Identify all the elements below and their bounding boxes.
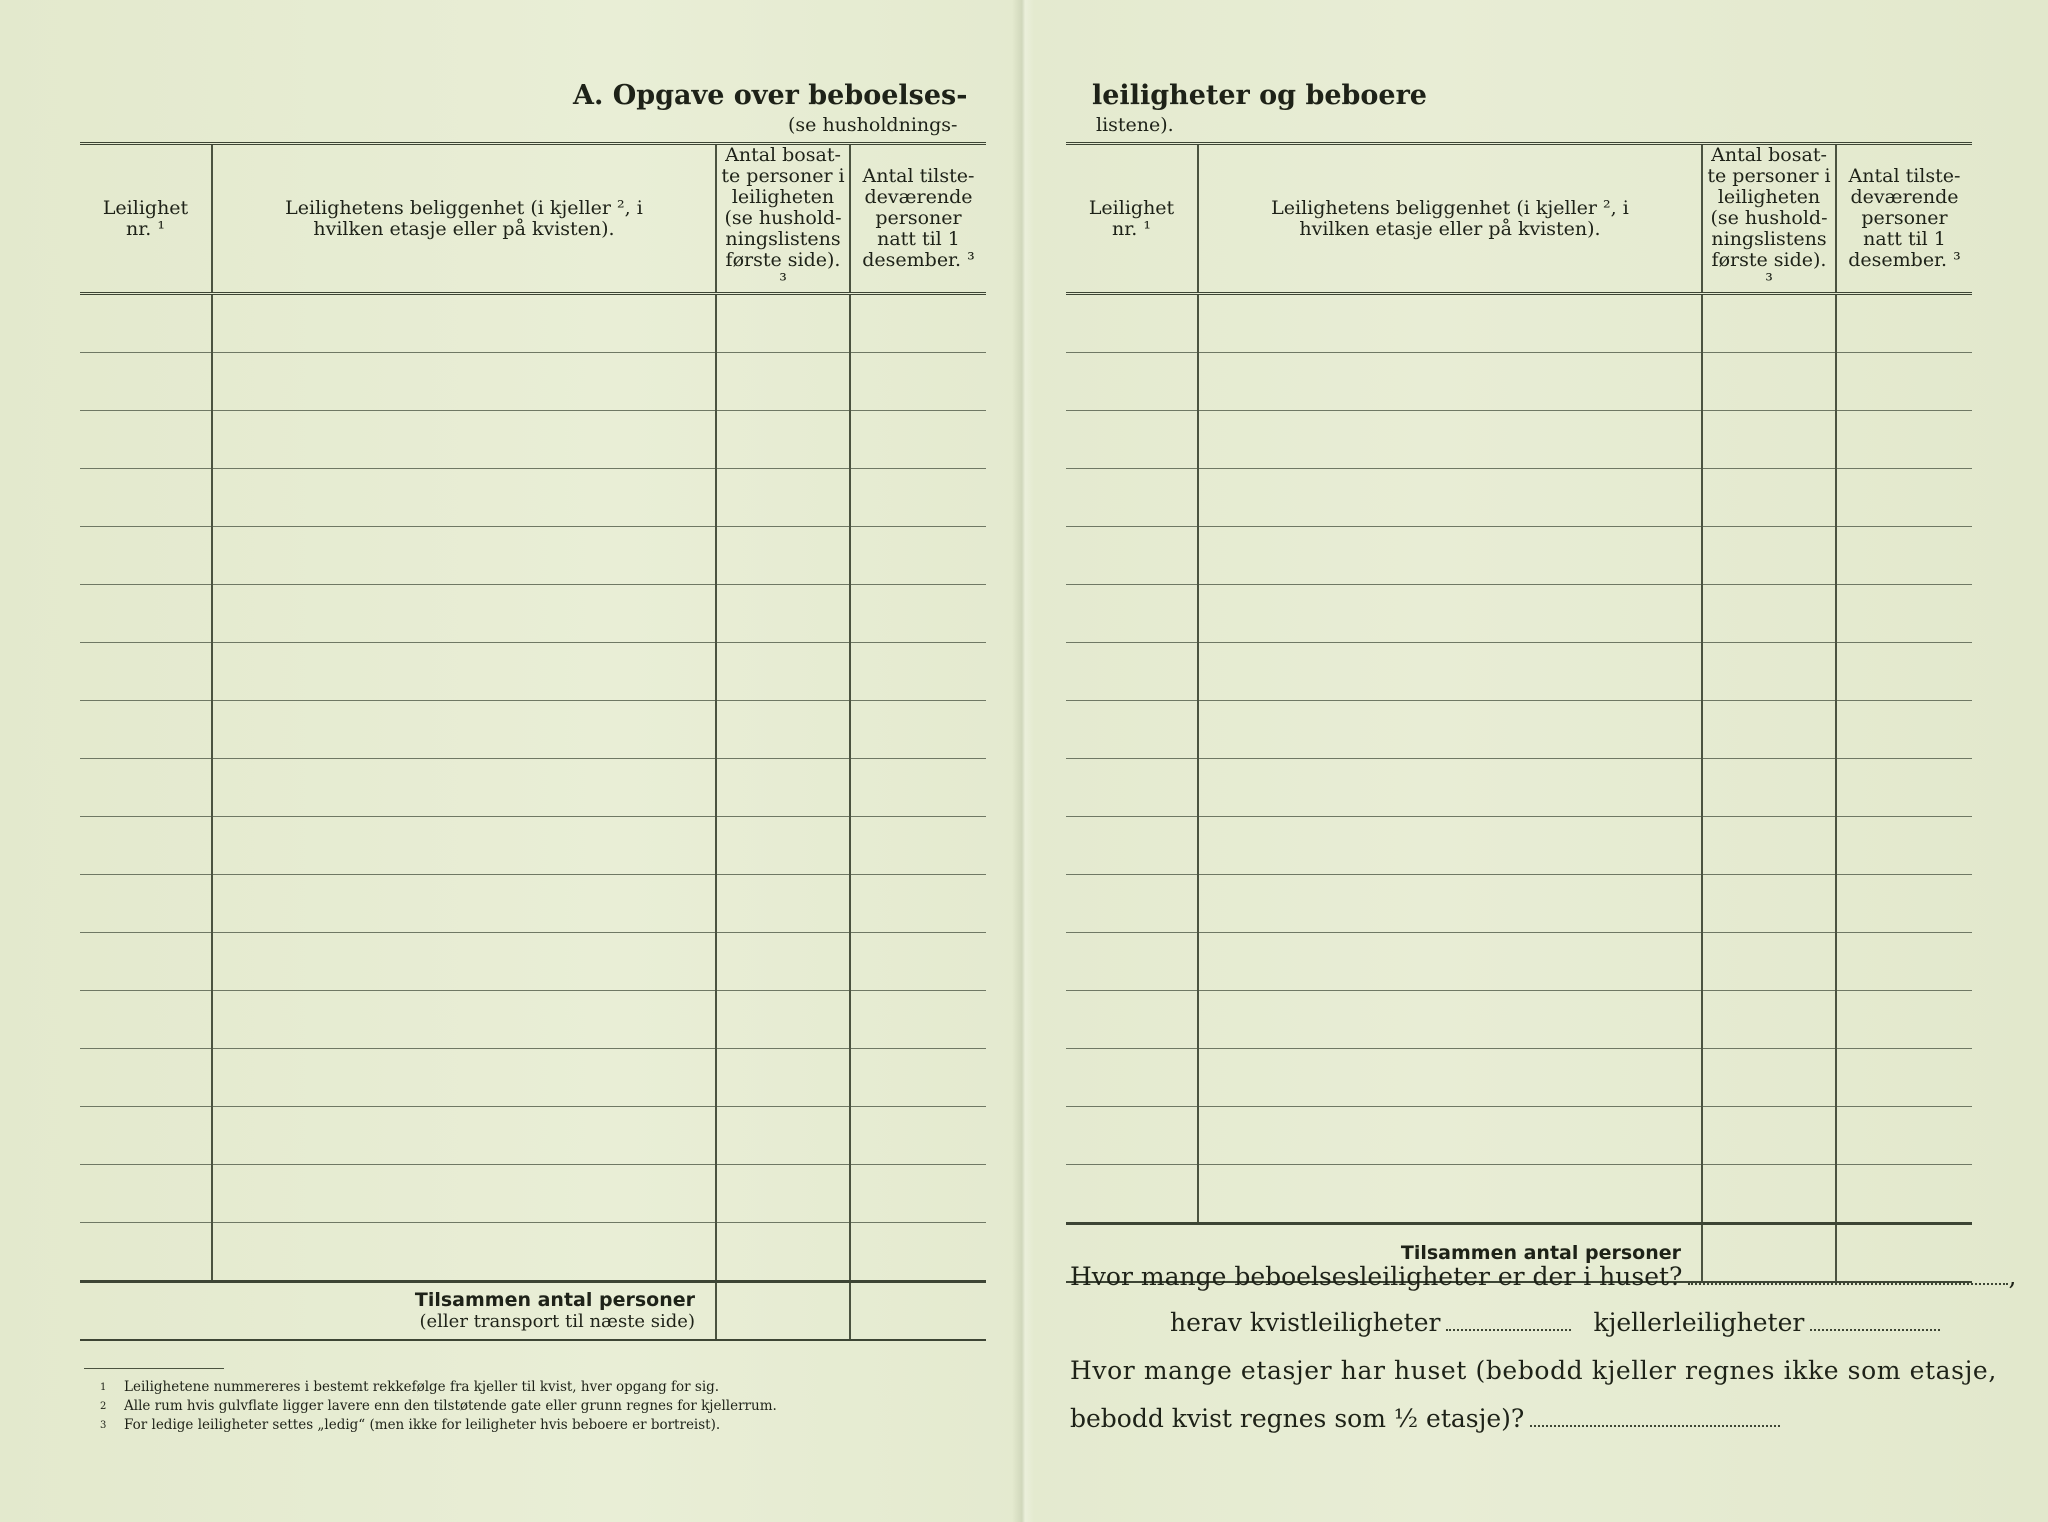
number-cell[interactable] (1066, 991, 1198, 1049)
number-cell[interactable] (80, 294, 212, 353)
present-cell[interactable] (850, 643, 986, 701)
col-resident-persons: Antal bosat-te personer i leiligheten (se hushold-ningslistens første side). ³ (1702, 144, 1836, 294)
resident-cell[interactable] (1702, 294, 1836, 353)
resident-cell[interactable] (1702, 817, 1836, 875)
number-cell[interactable] (80, 1165, 212, 1223)
table-row (80, 1165, 986, 1223)
location-cell[interactable] (212, 527, 716, 585)
col-location: Leilighetens beliggenhet (i kjeller ², i hvilken etasje eller på kvisten). (1198, 144, 1702, 294)
col-apartment-number: Leilighet nr. ¹ (80, 144, 212, 294)
number-cell[interactable] (1066, 701, 1198, 759)
resident-cell[interactable] (716, 933, 850, 991)
number-cell[interactable] (80, 585, 212, 643)
resident-cell[interactable] (1702, 469, 1836, 527)
number-cell[interactable] (80, 469, 212, 527)
resident-cell[interactable] (1702, 991, 1836, 1049)
resident-cell[interactable] (716, 1049, 850, 1107)
table-row (1066, 875, 1972, 933)
table-row (80, 817, 986, 875)
table-row (80, 527, 986, 585)
location-cell[interactable] (212, 294, 716, 353)
table-row (80, 875, 986, 933)
number-cell[interactable] (80, 701, 212, 759)
resident-cell[interactable] (1702, 353, 1836, 411)
table-row (80, 585, 986, 643)
resident-cell[interactable] (716, 1165, 850, 1223)
number-cell[interactable] (1066, 1049, 1198, 1107)
left-page (0, 0, 1010, 1522)
location-cell[interactable] (1198, 585, 1702, 643)
present-cell[interactable] (1836, 1049, 1972, 1107)
location-cell[interactable] (212, 701, 716, 759)
location-cell[interactable] (212, 817, 716, 875)
location-cell[interactable] (212, 933, 716, 991)
left-subheading: (se husholdnings- (788, 114, 958, 136)
number-cell[interactable] (80, 527, 212, 585)
question-attic-basement (1170, 1308, 1940, 1337)
location-cell[interactable] (212, 411, 716, 469)
present-cell[interactable] (850, 991, 986, 1049)
question-apartments (1070, 1262, 2016, 1291)
table-row (1066, 643, 1972, 701)
total-row (80, 1282, 986, 1341)
present-cell[interactable] (850, 759, 986, 817)
location-cell[interactable] (1198, 353, 1702, 411)
number-cell[interactable] (80, 411, 212, 469)
location-cell[interactable] (1198, 933, 1702, 991)
table-row (1066, 1165, 1972, 1224)
present-cell[interactable] (850, 1107, 986, 1165)
resident-cell[interactable] (1702, 875, 1836, 933)
present-cell[interactable] (850, 1165, 986, 1223)
resident-cell[interactable] (716, 817, 850, 875)
question-floors-text-2: bebodd kvist regnes som ½ etasje)? (1070, 1404, 1525, 1433)
footnote-1: 1 Leilighetene nummereres i bestemt rekkefølge fra kjeller til kvist, hver opgang for sig. (100, 1379, 720, 1395)
number-cell[interactable] (80, 1223, 212, 1282)
table-row (80, 1049, 986, 1107)
present-cell[interactable] (1836, 701, 1972, 759)
number-cell[interactable] (80, 991, 212, 1049)
present-cell[interactable] (1836, 585, 1972, 643)
answer-apartments-line[interactable] (1688, 1282, 2008, 1285)
table-row (80, 933, 986, 991)
present-cell[interactable] (1836, 933, 1972, 991)
table-row (80, 469, 986, 527)
present-cell[interactable] (850, 469, 986, 527)
right-page (1036, 0, 2048, 1522)
present-cell[interactable] (850, 701, 986, 759)
location-cell[interactable] (1198, 1107, 1702, 1165)
resident-cell[interactable] (1702, 759, 1836, 817)
total-label: Tilsammen antal personer (1400, 1241, 1681, 1264)
resident-cell[interactable] (716, 527, 850, 585)
resident-cell[interactable] (716, 353, 850, 411)
resident-cell[interactable] (716, 294, 850, 353)
question-basement-text: kjellerleiligheter (1593, 1308, 1805, 1337)
table-row (1066, 353, 1972, 411)
right-heading: leiligheter og beboere (1092, 80, 1427, 111)
number-cell[interactable] (80, 1049, 212, 1107)
footnote-3: 3 For ledige leiligheter settes „ledig“ (men ikke for leiligheter hvis beboere er bortreist). (100, 1417, 721, 1433)
location-cell[interactable] (1198, 294, 1702, 353)
present-cell[interactable] (1836, 759, 1972, 817)
present-cell[interactable] (1836, 411, 1972, 469)
total-resident-cell[interactable] (716, 1282, 850, 1341)
table-row (80, 1223, 986, 1282)
table-row (1066, 817, 1972, 875)
col-location: Leilighetens beliggenhet (i kjeller ², i hvilken etasje eller på kvisten). (212, 144, 716, 294)
table-row (1066, 933, 1972, 991)
table-row (1066, 1049, 1972, 1107)
location-cell[interactable] (1198, 1049, 1702, 1107)
table-row (1066, 701, 1972, 759)
resident-cell[interactable] (716, 1223, 850, 1282)
location-cell[interactable] (212, 1107, 716, 1165)
page-fold (1012, 0, 1034, 1522)
total-sublabel: (eller transport til næste side) (419, 1311, 695, 1332)
table-row (1066, 527, 1972, 585)
location-cell[interactable] (1198, 991, 1702, 1049)
resident-cell[interactable] (716, 585, 850, 643)
resident-cell[interactable] (1702, 1049, 1836, 1107)
resident-cell[interactable] (1702, 527, 1836, 585)
answer-attic-line[interactable] (1446, 1328, 1571, 1331)
resident-cell[interactable] (716, 875, 850, 933)
number-cell[interactable] (80, 759, 212, 817)
resident-cell[interactable] (716, 469, 850, 527)
number-cell[interactable] (1066, 1165, 1198, 1224)
location-cell[interactable] (1198, 469, 1702, 527)
question-apartments-text: Hvor mange beboelsesleiligheter er der i huset? (1070, 1262, 1683, 1291)
present-cell[interactable] (1836, 527, 1972, 585)
location-cell[interactable] (1198, 817, 1702, 875)
resident-cell[interactable] (1702, 1165, 1836, 1224)
present-cell[interactable] (850, 817, 986, 875)
footnotes (100, 1378, 777, 1435)
number-cell[interactable] (1066, 643, 1198, 701)
resident-cell[interactable] (716, 991, 850, 1049)
resident-cell[interactable] (1702, 643, 1836, 701)
right-apartment-table (1066, 142, 1972, 1283)
answer-basement-line[interactable] (1810, 1328, 1940, 1331)
number-cell[interactable] (1066, 353, 1198, 411)
location-cell[interactable] (212, 759, 716, 817)
question-floors-text: Hvor mange etasjer har huset (bebodd kjeller regnes ikke som etasje, (1070, 1356, 1997, 1385)
location-cell[interactable] (212, 991, 716, 1049)
present-cell[interactable] (1836, 991, 1972, 1049)
table-row (80, 1107, 986, 1165)
number-cell[interactable] (80, 1107, 212, 1165)
location-cell[interactable] (212, 875, 716, 933)
location-cell[interactable] (1198, 411, 1702, 469)
number-cell[interactable] (1066, 527, 1198, 585)
location-cell[interactable] (1198, 701, 1702, 759)
right-subheading: listene). (1096, 114, 1174, 136)
question-floors-cont (1070, 1404, 1780, 1433)
present-cell[interactable] (1836, 294, 1972, 353)
number-cell[interactable] (80, 933, 212, 991)
location-cell[interactable] (1198, 875, 1702, 933)
number-cell[interactable] (1066, 933, 1198, 991)
location-cell[interactable] (212, 1165, 716, 1223)
present-cell[interactable] (1836, 643, 1972, 701)
number-cell[interactable] (80, 817, 212, 875)
resident-cell[interactable] (1702, 411, 1836, 469)
question-attic-text: herav kvistleiligheter (1170, 1308, 1441, 1337)
present-cell[interactable] (850, 411, 986, 469)
table-row (80, 411, 986, 469)
footnote-2: 2 Alle rum hvis gulvflate ligger lavere enn den tilstøtende gate eller grunn regnes for kjellerrum. (100, 1398, 777, 1414)
present-cell[interactable] (850, 294, 986, 353)
location-cell[interactable] (1198, 759, 1702, 817)
present-cell[interactable] (850, 585, 986, 643)
table-row (1066, 411, 1972, 469)
present-cell[interactable] (1836, 817, 1972, 875)
present-cell[interactable] (1836, 1165, 1972, 1224)
resident-cell[interactable] (716, 1107, 850, 1165)
location-cell[interactable] (212, 643, 716, 701)
table-row (80, 759, 986, 817)
location-cell[interactable] (212, 469, 716, 527)
present-cell[interactable] (1836, 1107, 1972, 1165)
location-cell[interactable] (212, 353, 716, 411)
question-floors (1070, 1356, 1997, 1385)
table-row (1066, 585, 1972, 643)
table-header-row (80, 144, 986, 294)
number-cell[interactable] (1066, 875, 1198, 933)
resident-cell[interactable] (1702, 1107, 1836, 1165)
present-cell[interactable] (1836, 353, 1972, 411)
table-header-row (1066, 144, 1972, 294)
resident-cell[interactable] (1702, 585, 1836, 643)
col-apartment-number: Leilighet nr. ¹ (1066, 144, 1198, 294)
table-row (1066, 991, 1972, 1049)
col-present-persons: Antal tilste-deværende personer natt til 1 desember. ³ (1836, 144, 1972, 294)
table-row (1066, 759, 1972, 817)
resident-cell[interactable] (716, 411, 850, 469)
number-cell[interactable] (1066, 294, 1198, 353)
table-row (80, 701, 986, 759)
location-cell[interactable] (1198, 527, 1702, 585)
location-cell[interactable] (212, 585, 716, 643)
location-cell[interactable] (212, 1049, 716, 1107)
footnote-rule (84, 1368, 224, 1369)
table-row (80, 294, 986, 353)
table-row (1066, 294, 1972, 353)
number-cell[interactable] (80, 643, 212, 701)
col-resident-persons: Antal bosat-te personer i leiligheten (se hushold-ningslistens første side). ³ (716, 144, 850, 294)
number-cell[interactable] (80, 875, 212, 933)
table-row (80, 991, 986, 1049)
resident-cell[interactable] (716, 643, 850, 701)
left-apartment-table (80, 142, 986, 1341)
number-cell[interactable] (1066, 411, 1198, 469)
number-cell[interactable] (1066, 817, 1198, 875)
location-cell[interactable] (1198, 643, 1702, 701)
left-heading: A. Opgave over beboelses- (573, 80, 968, 111)
present-cell[interactable] (850, 933, 986, 991)
answer-floors-line[interactable] (1530, 1424, 1780, 1427)
number-cell[interactable] (80, 353, 212, 411)
question-apartments-comma: , (2008, 1262, 2017, 1291)
present-cell[interactable] (850, 1049, 986, 1107)
location-cell[interactable] (212, 1223, 716, 1282)
table-row (1066, 469, 1972, 527)
resident-cell[interactable] (1702, 701, 1836, 759)
number-cell[interactable] (1066, 1107, 1198, 1165)
present-cell[interactable] (850, 353, 986, 411)
resident-cell[interactable] (716, 701, 850, 759)
present-cell[interactable] (1836, 875, 1972, 933)
resident-cell[interactable] (716, 759, 850, 817)
table-row (80, 353, 986, 411)
col-present-persons: Antal tilste-deværende personer natt til 1 desember. ³ (850, 144, 986, 294)
resident-cell[interactable] (1702, 933, 1836, 991)
number-cell[interactable] (1066, 469, 1198, 527)
number-cell[interactable] (1066, 759, 1198, 817)
present-cell[interactable] (850, 875, 986, 933)
total-present-cell[interactable] (850, 1282, 986, 1341)
location-cell[interactable] (1198, 1165, 1702, 1224)
table-row (1066, 1107, 1972, 1165)
present-cell[interactable] (850, 527, 986, 585)
present-cell[interactable] (850, 1223, 986, 1282)
total-label: Tilsammen antal personer (414, 1289, 695, 1311)
present-cell[interactable] (1836, 469, 1972, 527)
total-label-cell (80, 1282, 716, 1341)
table-row (80, 643, 986, 701)
number-cell[interactable] (1066, 585, 1198, 643)
